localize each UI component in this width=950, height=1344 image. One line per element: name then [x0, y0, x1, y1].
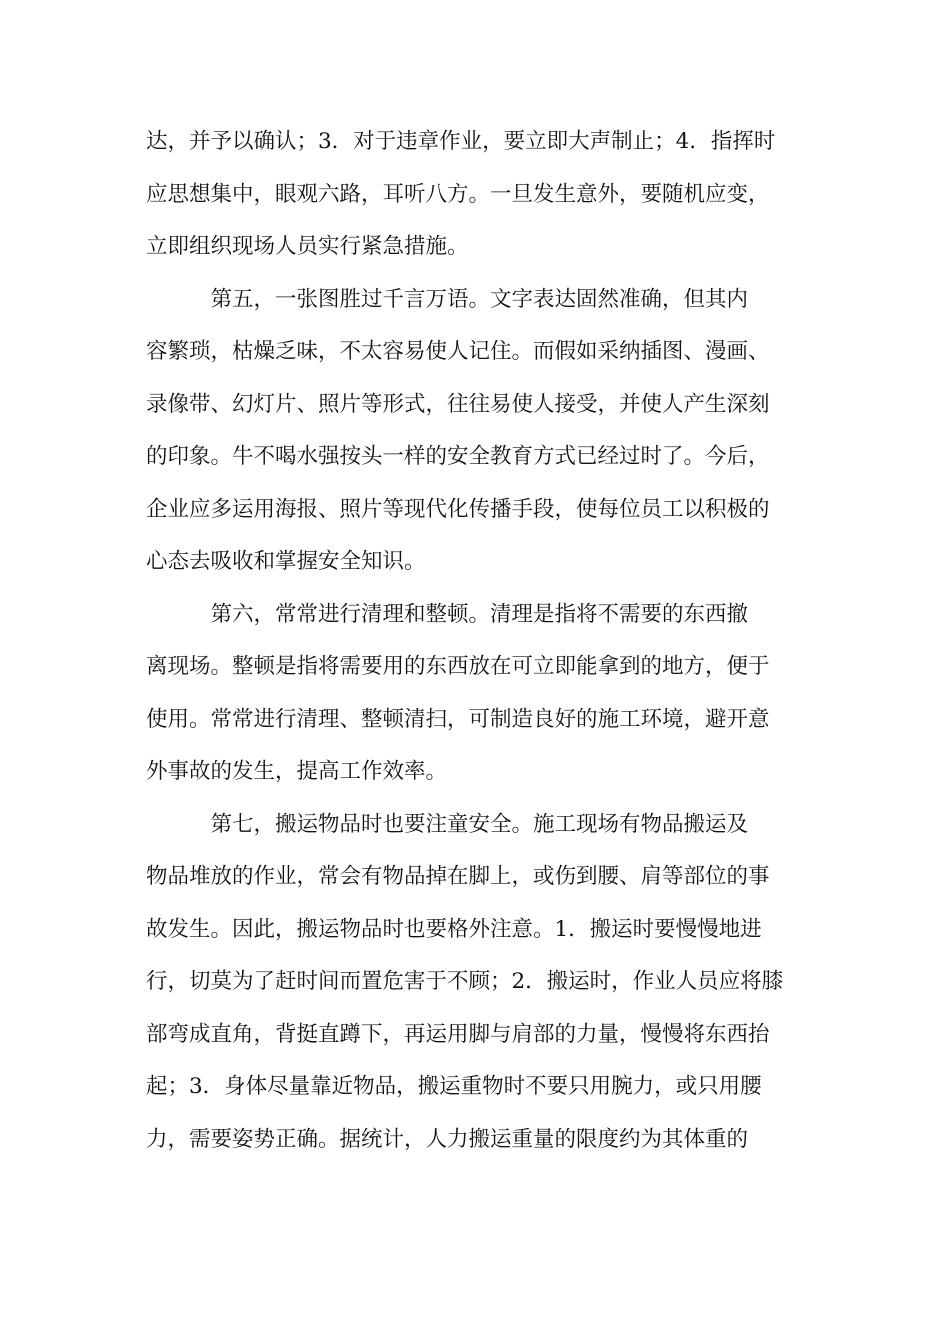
paragraph-3 — [146, 589, 806, 799]
text-line: 心态去吸收和掌握安全知识。 — [146, 549, 426, 574]
paragraph-4 — [146, 799, 806, 1167]
text-line: 部弯成直角，背挺直蹲下，再运用脚与肩部的力量，慢慢将东西抬 — [146, 1021, 770, 1047]
text-line: 故发生。因此，搬运物品时也要格外注意。1．搬运时要慢慢地进 — [146, 916, 762, 942]
text-line: 离现场。整顿是指将需要用的东西放在可立即能拿到的地方，便于 — [146, 654, 770, 679]
text-line: 外事故的发生，提高工作效率。 — [146, 759, 448, 784]
text-line: 立即组织现场人员实行紧急措施。 — [146, 234, 469, 259]
text-line: 使用。常常进行清理、整顿清扫，可制造良好的施工环境，避开意 — [146, 706, 770, 732]
text-line: 录像带、幻灯片、照片等形式，往往易使人接受，并使人产生深刻 — [146, 391, 770, 417]
text-line: 第七，搬运物品时也要注童安全。施工现场有物品搬运及 — [146, 811, 749, 837]
text-line: 第五，一张图胜过千言万语。文字表达固然准确，但其内 — [146, 286, 749, 312]
text-line: 物品堆放的作业，常会有物品掉在脚上，或伤到腰、肩等部位的事 — [146, 864, 770, 889]
text-line: 起；3．身体尽量靠近物品，搬运重物时不要只用腕力，或只用腰 — [146, 1074, 762, 1099]
text-line: 的印象。牛不喝水强按头一样的安全教育方式已经过时了。今后， — [146, 444, 770, 469]
text-line: 行，切莫为了赶时间而置危害于不顾；2．搬运时，作业人员应将膝 — [146, 969, 784, 994]
text-line: 应思想集中，眼观六路，耳听八方。一旦发生意外，要随机应变， — [146, 181, 770, 207]
text-line: 力，需要姿势正确。据统计，人力搬运重量的限度约为其体重的 — [146, 1126, 749, 1152]
paragraph-2 — [146, 274, 806, 589]
document-body — [146, 116, 806, 1166]
text-line: 容繁琐，枯燥乏味，不太容易使人记住。而假如采纳插图、漫画、 — [146, 339, 770, 364]
text-line: 达，并予以确认；3．对于违章作业，要立即大声制止；4．指挥时 — [146, 129, 776, 154]
paragraph-1 — [146, 116, 806, 274]
text-line: 第六，常常进行清理和整顿。清理是指将不需要的东西撤 — [146, 601, 749, 627]
text-line: 企业应多运用海报、照片等现代化传播手段，使每位员工以积极的 — [146, 496, 770, 522]
